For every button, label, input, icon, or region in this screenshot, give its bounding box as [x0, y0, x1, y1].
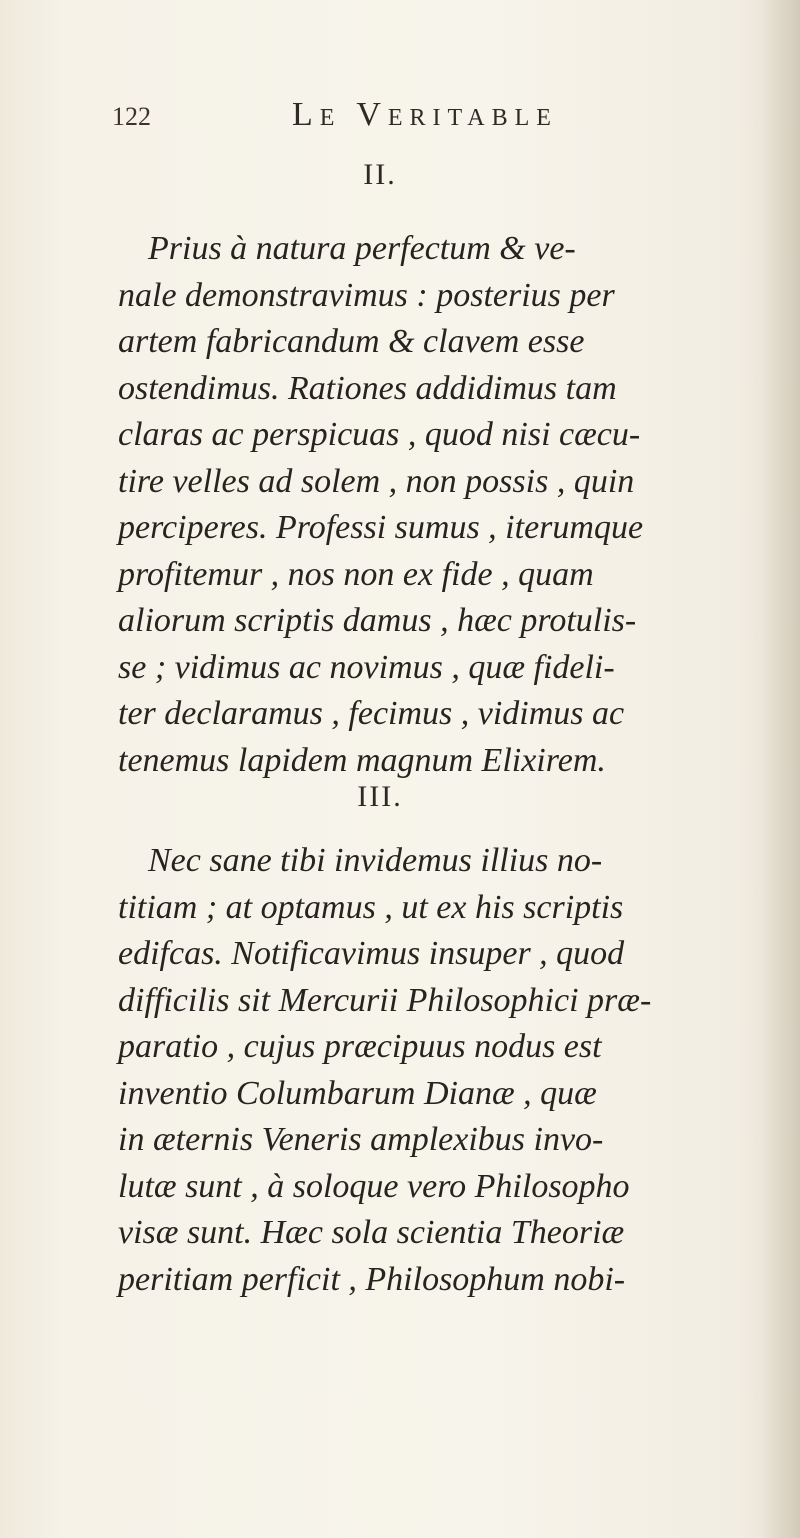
- text-line: artem fabricandum & clavem esse: [118, 323, 585, 360]
- text-line: ter declaramus , fecimus , vidimus ac: [118, 695, 625, 732]
- running-header: [112, 96, 668, 142]
- text-line: lutæ sunt , à soloque vero Philosopho: [118, 1167, 630, 1205]
- text-line: visæ sunt. Hæc sola scientia Theoriæ: [118, 1214, 625, 1251]
- text-line: paratio , cujus præcipuus nodus est: [118, 1028, 602, 1065]
- text-line: edifcas. Notificavimus insuper , quod: [118, 935, 625, 972]
- text-line: se ; vidimus ac novimus , quæ fideli-: [118, 648, 615, 686]
- text-line: peritiam perficit , Philosophum nobi-: [118, 1260, 626, 1298]
- text-line: Prius à natura perfectum & ve-: [148, 230, 576, 267]
- text-line: perciperes. Professi sumus , iterumque: [118, 509, 644, 546]
- section-number-2: II.: [363, 158, 397, 191]
- text-line: difficilis sit Mercurii Philosophici præ-: [118, 981, 652, 1019]
- text-line: tire velles ad solem , non possis , quin: [118, 462, 635, 500]
- text-line: tenemus lapidem magnum Elixirem.: [118, 741, 606, 779]
- section-2-paragraph: [118, 226, 768, 784]
- text-line: aliorum scriptis damus , hæc protulis-: [118, 602, 637, 639]
- text-line: claras ac perspicuas , quod nisi cæcu-: [118, 416, 641, 453]
- running-title: Le Veritable: [292, 96, 558, 133]
- text-line: Nec sane tibi invidemus illius no-: [148, 842, 603, 879]
- text-line: ostendimus. Rationes addidimus tam: [118, 369, 617, 407]
- text-line: nale demonstravimus : posterius per: [118, 276, 615, 314]
- text-line: titiam ; at optamus , ut ex his scriptis: [118, 888, 624, 926]
- section-number-3: III.: [357, 780, 403, 813]
- text-line: in æternis Veneris amplexibus invo-: [118, 1121, 604, 1158]
- text-line: inventio Columbarum Dianæ , quæ: [118, 1074, 597, 1112]
- section-3-paragraph: [118, 838, 768, 1303]
- text-line: profitemur , nos non ex fide , quam: [118, 555, 594, 593]
- page-number: 122: [112, 102, 151, 131]
